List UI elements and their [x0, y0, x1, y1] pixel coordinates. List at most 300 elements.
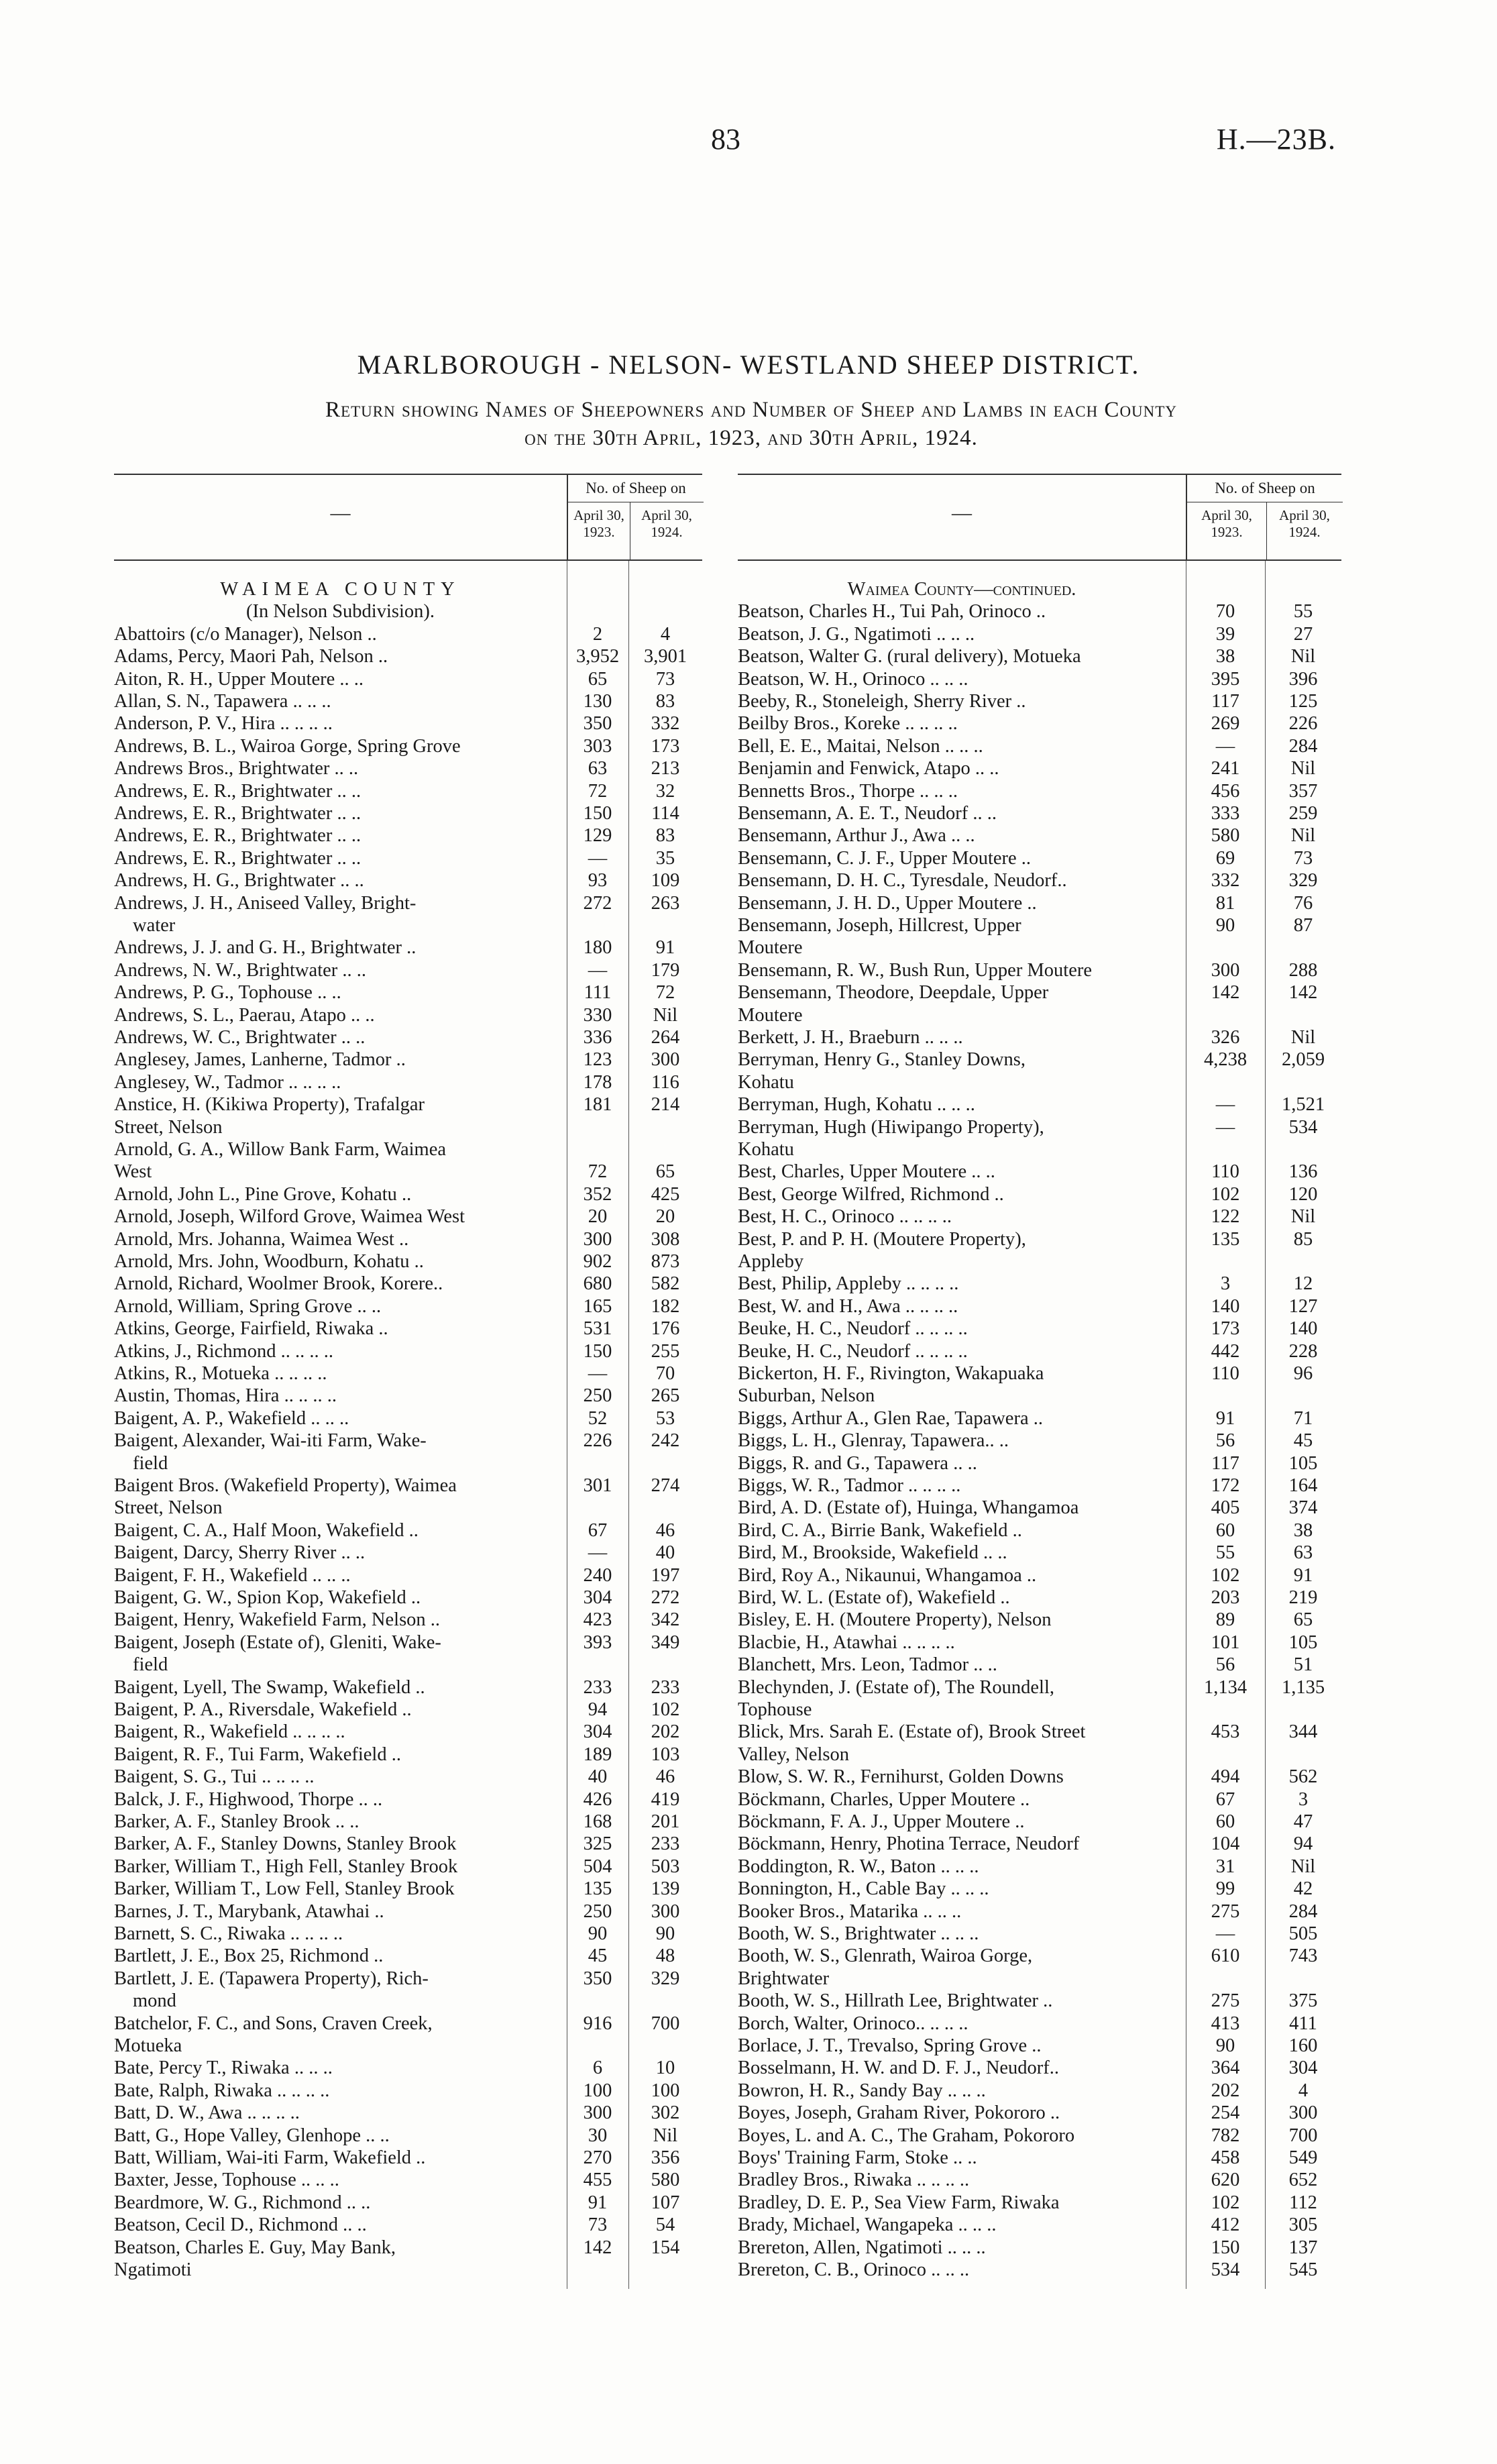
owner-name: Berryman, Henry G., Stanley Downs,: [738, 1050, 1026, 1071]
sheep-1923: 504: [583, 1856, 612, 1877]
table-row: [738, 1207, 1341, 1229]
sheep-1924: 91: [1293, 1564, 1313, 1586]
sheep-1924: 534: [1288, 1116, 1318, 1138]
sheep-1924: 226: [1288, 713, 1318, 735]
table-row: [738, 1274, 1341, 1296]
sheep-1924: 179: [651, 959, 680, 981]
sheep-1923: 140: [1211, 1295, 1240, 1317]
owner-name: Bradley Bros., Riwaka .. .. .. ..: [738, 2170, 970, 2191]
sheep-1923: 93: [588, 870, 608, 892]
owner-name: Beilby Bros., Koreke .. .. .. ..: [738, 714, 958, 735]
sheep-1924: 102: [651, 1699, 680, 1720]
owner-name: Bell, E. E., Maitai, Nelson .. .. ..: [738, 736, 983, 757]
table-row: [738, 1521, 1341, 1543]
table-row: [114, 1946, 702, 1968]
sheep-1924: 1,135: [1281, 1676, 1325, 1698]
sheep-1924: 700: [1288, 2125, 1318, 2146]
left-table-body: [114, 561, 711, 2289]
sheep-1923: 117: [1211, 691, 1239, 712]
sheep-1924: Nil: [653, 1004, 678, 1026]
owner-name: Bickerton, H. F., Rivington, Wakapuaka: [738, 1364, 1044, 1384]
owner-name: Ngatimoti: [114, 2260, 192, 2280]
owner-name: Bisley, E. H. (Moutere Property), Nelson: [738, 1610, 1052, 1631]
owner-name: Andrews, E. R., Brightwater .. ..: [114, 848, 362, 869]
owner-name: Biggs, L. H., Glenray, Tapawera.. ..: [738, 1431, 1009, 1452]
left-table-header: [114, 474, 702, 561]
owner-name: Batt, D. W., Awa .. .. .. ..: [114, 2103, 300, 2124]
sheep-1923: 56: [1215, 1430, 1235, 1452]
sheep-1924: 46: [655, 1519, 675, 1541]
table-row: [738, 669, 1341, 692]
owner-name: Bird, Roy A., Nikaunui, Whangamoa ..: [738, 1565, 1037, 1586]
table-row: [738, 1454, 1341, 1476]
sheep-1923: 63: [588, 758, 608, 780]
sheep-1924: 73: [655, 668, 675, 690]
table-row: [114, 938, 702, 960]
document-subtitle: [114, 396, 1388, 452]
table-row: [114, 1902, 702, 1924]
sheep-1923: 610: [1211, 1945, 1240, 1967]
sheep-1923: —: [588, 847, 608, 869]
table-row: [738, 2058, 1341, 2080]
table-row: [738, 1140, 1341, 1162]
owner-name: Benjamin and Fenwick, Atapo .. ..: [738, 759, 999, 780]
sheep-1924: 545: [1288, 2259, 1318, 2280]
sheep-1923: 73: [588, 2214, 608, 2236]
sheep-1923: 250: [583, 1385, 612, 1407]
sheep-1923: 531: [583, 1318, 612, 1340]
table-row: [738, 1588, 1341, 1610]
table-row: [738, 938, 1341, 960]
sheep-1923: 456: [1211, 780, 1240, 802]
owner-name: Baigent, Darcy, Sherry River .. ..: [114, 1543, 366, 1564]
table-row: [738, 983, 1341, 1005]
sheep-1924: Nil: [1290, 1856, 1316, 1877]
table-row: [738, 1879, 1341, 1901]
sheep-1924: 288: [1288, 959, 1318, 981]
sheep-1924: 259: [1288, 803, 1318, 824]
sheep-1924: 375: [1288, 1990, 1318, 2012]
table-row: [738, 1230, 1341, 1252]
sheep-1923: 534: [1211, 2259, 1240, 2280]
header-group-label: No. of Sheep on: [568, 475, 704, 502]
sheep-1924: 213: [651, 758, 680, 780]
owner-name: Beatson, J. G., Ngatimoti .. .. ..: [738, 624, 975, 645]
sheep-1924: 4: [660, 623, 671, 645]
table-row: [114, 1297, 702, 1319]
owner-name: Andrews, B. L., Wairoa Gorge, Spring Grove: [114, 736, 461, 757]
sheep-1923: 300: [583, 1228, 612, 1250]
owner-name: Beardmore, W. G., Richmond .. ..: [114, 2192, 371, 2213]
sheep-1924: 201: [651, 1811, 680, 1832]
table-row: [114, 1722, 702, 1744]
sheep-1924: 233: [651, 1833, 680, 1855]
table-row: [114, 983, 702, 1005]
owner-name: Anstice, H. (Kikiwa Property), Trafalgar: [114, 1095, 425, 1116]
header-group-label: No. of Sheep on: [1187, 475, 1343, 502]
sheep-1924: 214: [651, 1094, 680, 1116]
sheep-1923: 38: [1215, 646, 1235, 667]
owner-name: Boyes, L. and A. C., The Graham, Pokororo: [738, 2125, 1075, 2146]
owner-name: Allan, S. N., Tapawera .. .. ..: [114, 692, 331, 712]
sheep-1923: 453: [1211, 1721, 1240, 1743]
sheep-1923: 104: [1211, 1833, 1240, 1855]
table-row: [114, 826, 702, 848]
sheep-1924: 300: [651, 1900, 680, 1922]
owner-name: Bate, Percy T., Riwaka .. .. ..: [114, 2058, 333, 2079]
owner-name: Baigent Bros. (Wakefield Property), Waimea: [114, 1476, 457, 1496]
owner-name: Bartlett, J. E. (Tapawera Property), Rich-: [114, 1968, 429, 1989]
table-row: [738, 1185, 1341, 1207]
table-row: [738, 916, 1341, 938]
owner-name: Berkett, J. H., Braeburn .. .. ..: [738, 1028, 963, 1048]
sheep-1923: 89: [1215, 1609, 1235, 1631]
sheep-1923: 69: [1215, 847, 1235, 869]
sheep-1924: 3,901: [643, 646, 687, 667]
table-row: [738, 1409, 1341, 1431]
owner-name: Kohatu: [738, 1140, 794, 1160]
owner-name: Blick, Mrs. Sarah E. (Estate of), Brook Street: [738, 1722, 1086, 1743]
owner-name: Bensemann, Theodore, Deepdale, Upper: [738, 983, 1049, 1004]
sheep-1924: 100: [651, 2080, 680, 2101]
table-row: [738, 647, 1341, 669]
sheep-1923: —: [588, 959, 608, 981]
owner-name: Andrews, J. H., Aniseed Valley, Bright-: [114, 893, 417, 914]
sheep-1924: 173: [651, 735, 680, 757]
table-row: [738, 2260, 1341, 2282]
sheep-1923: 203: [1211, 1587, 1240, 1608]
sheep-1923: 72: [588, 1161, 608, 1183]
sheep-1924: 503: [651, 1856, 680, 1877]
table-row: [114, 625, 702, 647]
sheep-1924: 116: [651, 1071, 679, 1093]
table-row: [114, 1812, 702, 1834]
sheep-1924: 264: [651, 1027, 680, 1048]
table-row: [114, 1095, 702, 1117]
table-row: [114, 669, 702, 692]
sheep-1924: 176: [651, 1318, 680, 1340]
sheep-1924: 85: [1293, 1228, 1313, 1250]
owner-name: Biggs, W. R., Tadmor .. .. .. ..: [738, 1476, 961, 1496]
owner-name: Anglesey, James, Lanherne, Tadmor ..: [114, 1050, 406, 1071]
owner-name: Beeby, R., Stoneleigh, Sherry River ..: [738, 692, 1026, 712]
owner-name: Barker, William T., Low Fell, Stanley Brook: [114, 1879, 455, 1900]
table-row: [114, 1610, 702, 1632]
sheep-1923: 3,952: [575, 646, 620, 667]
owner-name: Arnold, William, Spring Grove .. ..: [114, 1296, 382, 1317]
table-row: [738, 737, 1341, 759]
sheep-1924: 562: [1288, 1766, 1318, 1788]
owner-name: Andrews, H. G., Brightwater .. ..: [114, 871, 364, 892]
table-row: [738, 849, 1341, 871]
owner-name: Bensemann, J. H. D., Upper Moutere ..: [738, 893, 1037, 914]
owner-name: mond: [133, 1991, 176, 2012]
sheep-1923: 352: [583, 1183, 612, 1205]
sheep-1923: 117: [1211, 1452, 1239, 1474]
owner-name: Beatson, W. H., Orinoco .. .. ..: [738, 669, 968, 690]
sheep-1924: 154: [651, 2237, 680, 2258]
owner-name: Arnold, G. A., Willow Bank Farm, Waimea: [114, 1140, 446, 1160]
table-row: [738, 1006, 1341, 1028]
sheep-1923: 52: [588, 1407, 608, 1429]
table-row: [114, 2170, 702, 2192]
sheep-1924: 46: [655, 1766, 675, 1788]
owner-name: Biggs, R. and G., Tapawera .. ..: [738, 1453, 977, 1474]
sheep-1923: 20: [588, 1206, 608, 1228]
owner-name: Berryman, Hugh, Kohatu .. .. ..: [738, 1095, 975, 1116]
table-row: [114, 2014, 702, 2036]
sheep-1923: 81: [1215, 892, 1235, 914]
left-table: [114, 474, 711, 2289]
owner-name: Baigent, P. A., Riversdale, Wakefield ..: [114, 1700, 412, 1720]
table-row: [738, 804, 1341, 826]
sheep-1924: 38: [1293, 1519, 1313, 1541]
owner-name: Bird, A. D. (Estate of), Huinga, Whangamoa: [738, 1498, 1079, 1519]
sheep-1924: 51: [1293, 1654, 1313, 1676]
sheep-1924: 302: [651, 2102, 680, 2124]
owner-name: Bennetts Bros., Thorpe .. .. ..: [738, 781, 958, 802]
table-row: [738, 1431, 1341, 1453]
sheep-1924: Nil: [1290, 825, 1316, 847]
table-row: [114, 1162, 702, 1184]
document-title: MARLBOROUGH - NELSON- WESTLAND SHEEP DISTRICT.: [357, 350, 1140, 380]
table-row: [114, 1342, 702, 1364]
owner-name: Arnold, Joseph, Wilford Grove, Waimea West: [114, 1207, 465, 1228]
sheep-1923: 30: [588, 2125, 608, 2146]
right-table: [738, 474, 1341, 2289]
sheep-1924: 107: [651, 2192, 680, 2213]
sheep-1924: 580: [651, 2170, 680, 2191]
sheep-1923: 90: [588, 1923, 608, 1944]
header-col-1924: April 30, 1924.: [1279, 507, 1330, 540]
right-table-body: [738, 561, 1341, 2289]
subtitle-line-2: on the 30th April, 1923, and 30th April, 1924.: [524, 426, 978, 450]
owner-name: Bensemann, Arthur J., Awa .. ..: [738, 826, 975, 847]
table-row: [114, 2260, 702, 2282]
header-col-1924: April 30, 1924.: [641, 507, 692, 540]
owner-name: Bensemann, A. E. T., Neudorf .. ..: [738, 804, 997, 824]
owner-name: Brady, Michael, Wangapeka .. .. ..: [738, 2215, 997, 2236]
sheep-1924: 140: [1288, 1318, 1318, 1340]
table-row: [114, 2058, 702, 2080]
sheep-1923: 39: [1215, 623, 1235, 645]
table-row: [738, 1969, 1341, 1991]
sheep-1923: 60: [1215, 1811, 1235, 1832]
owner-name: Suburban, Nelson: [738, 1386, 875, 1407]
table-row: [114, 1521, 702, 1543]
sheep-1924: 105: [1288, 1631, 1318, 1653]
owner-name: Andrews, J. J. and G. H., Brightwater ..: [114, 938, 417, 959]
owner-name: Anderson, P. V., Hira .. .. .. ..: [114, 714, 333, 735]
page-code: H.—23B.: [1216, 123, 1336, 156]
table-row: [114, 714, 702, 736]
sheep-1924: 42: [1293, 1878, 1313, 1900]
owner-name: Blow, S. W. R., Fernihurst, Golden Downs: [738, 1767, 1064, 1788]
owner-name: Moutere: [738, 1005, 803, 1026]
sheep-1924: 873: [651, 1251, 680, 1272]
table-row: [114, 1543, 702, 1565]
table-row: [114, 1924, 702, 1946]
owner-name: Barker, A. F., Stanley Brook .. ..: [114, 1812, 359, 1832]
sheep-1924: 76: [1293, 892, 1313, 914]
sheep-1923: 135: [583, 1878, 612, 1900]
sheep-1923: 150: [583, 803, 612, 824]
sheep-1923: 67: [1215, 1788, 1235, 1810]
owner-name: Kohatu: [738, 1072, 794, 1093]
owner-name: Street, Nelson: [114, 1117, 223, 1138]
owner-name: Beatson, Charles E. Guy, May Bank,: [114, 2237, 396, 2258]
table-row: [738, 2215, 1341, 2237]
sheep-1924: 342: [651, 1609, 680, 1631]
sheep-1923: 405: [1211, 1497, 1240, 1519]
sheep-1924: 91: [655, 937, 675, 959]
sheep-1924: 284: [1288, 735, 1318, 757]
sheep-1924: 94: [1293, 1833, 1313, 1855]
owner-name: Baigent, S. G., Tui .. .. .. ..: [114, 1767, 315, 1788]
sheep-1923: 40: [588, 1766, 608, 1788]
owner-name: Abattoirs (c/o Manager), Nelson ..: [114, 624, 377, 645]
sheep-1923: 65: [588, 668, 608, 690]
sheep-1923: 123: [583, 1049, 612, 1071]
owner-name: Baigent, Joseph (Estate of), Gleniti, Wake-: [114, 1632, 441, 1653]
owner-name: Blechynden, J. (Estate of), The Roundell,: [738, 1677, 1054, 1698]
owner-name: Baigent, Alexander, Wai-iti Farm, Wake-: [114, 1431, 427, 1452]
table-row: [738, 1297, 1341, 1319]
sheep-1924: 96: [1293, 1363, 1313, 1384]
table-row: [114, 1431, 702, 1453]
table-row: [114, 1745, 702, 1767]
sheep-1924: 263: [651, 892, 680, 914]
sheep-1924: 505: [1288, 1923, 1318, 1944]
sheep-1924: 284: [1288, 1900, 1318, 1922]
owner-name: Arnold, John L., Pine Grove, Kohatu ..: [114, 1184, 412, 1205]
owner-name: Blacbie, H., Atawhai .. .. .. ..: [738, 1632, 955, 1653]
owner-name: Bensemann, D. H. C., Tyresdale, Neudorf..: [738, 871, 1067, 892]
table-row: [114, 1588, 702, 1610]
table-row: [738, 1095, 1341, 1117]
owner-name: Borch, Walter, Orinoco.. .. .. ..: [738, 2013, 968, 2034]
sheep-1924: 73: [1293, 847, 1313, 869]
sheep-1923: —: [1215, 735, 1235, 757]
owner-name: Bensemann, R. W., Bush Run, Upper Moutere: [738, 960, 1093, 981]
table-row: [114, 2148, 702, 2170]
owner-name: Boddington, R. W., Baton .. .. ..: [738, 1856, 979, 1877]
owner-name: Barker, A. F., Stanley Downs, Stanley Brook: [114, 1834, 457, 1855]
sheep-1924: 3: [1298, 1788, 1309, 1810]
sheep-1924: 87: [1293, 915, 1313, 936]
sheep-1923: 90: [1215, 2035, 1235, 2056]
table-row: [738, 1700, 1341, 1722]
owner-name: Borlace, J. T., Trevalso, Spring Grove ..: [738, 2036, 1042, 2056]
sheep-1924: 109: [651, 870, 680, 892]
table-row: [114, 871, 702, 893]
sheep-1924: 233: [651, 1676, 680, 1698]
sheep-1924: 71: [1293, 1407, 1313, 1429]
sheep-1923: 31: [1215, 1856, 1235, 1877]
sheep-1924: 272: [651, 1587, 680, 1608]
sheep-1923: 130: [583, 691, 612, 712]
table-row: [738, 1118, 1341, 1140]
table-row: [114, 782, 702, 804]
table-row: [114, 1476, 702, 1498]
sheep-1924: 357: [1288, 780, 1318, 802]
sheep-1923: 178: [583, 1071, 612, 1093]
sheep-1923: 426: [583, 1788, 612, 1810]
owner-name: Andrews Bros., Brightwater .. ..: [114, 759, 359, 780]
sheep-1923: 70: [1215, 601, 1235, 623]
table-row: [114, 2036, 702, 2058]
sheep-1923: 393: [583, 1631, 612, 1653]
table-row: [738, 1655, 1341, 1677]
owner-name: Batt, William, Wai-iti Farm, Wakefield ..: [114, 2148, 426, 2168]
header-sheep-group: [567, 475, 704, 559]
owner-name: West: [114, 1162, 152, 1183]
sheep-1923: 94: [588, 1699, 608, 1720]
table-row: [114, 1386, 702, 1408]
table-row: [738, 2081, 1341, 2103]
table-row: [738, 714, 1341, 736]
sheep-1923: 102: [1211, 2192, 1240, 2213]
owner-name: Bird, C. A., Birrie Bank, Wakefield ..: [738, 1520, 1022, 1541]
sheep-1924: 1,521: [1281, 1094, 1325, 1116]
table-row: [738, 1162, 1341, 1184]
sheep-1924: 182: [651, 1295, 680, 1317]
owner-name: Baigent, G. W., Spion Kop, Wakefield ..: [114, 1588, 421, 1608]
table-row: [114, 1274, 702, 1296]
owner-name: Best, Philip, Appleby .. .. .. ..: [738, 1274, 959, 1295]
sheep-1923: 241: [1211, 758, 1240, 780]
table-row: [738, 1678, 1341, 1700]
owner-name: Bensemann, C. J. F., Upper Moutere ..: [738, 848, 1032, 869]
owner-name: Andrews, E. R., Brightwater .. ..: [114, 804, 362, 824]
table-row: [114, 1498, 702, 1520]
sheep-1923: 202: [1211, 2080, 1240, 2101]
sheep-1923: 101: [1211, 1631, 1240, 1653]
sheep-1923: 580: [1211, 825, 1240, 847]
table-row: [738, 1476, 1341, 1498]
sheep-1923: 111: [584, 982, 612, 1004]
sheep-1924: 582: [651, 1273, 680, 1295]
table-row: [114, 692, 702, 714]
sheep-1924: 54: [655, 2214, 675, 2236]
owner-name: Batchelor, F. C., and Sons, Craven Creek,: [114, 2013, 433, 2034]
owner-name: Andrews, S. L., Paerau, Atapo .. ..: [114, 1005, 375, 1026]
owner-name: Bartlett, J. E., Box 25, Richmond ..: [114, 1946, 384, 1967]
table-row: [738, 1386, 1341, 1408]
sheep-1923: 181: [583, 1094, 612, 1116]
sheep-1923: 330: [583, 1004, 612, 1026]
sheep-1924: 83: [655, 825, 675, 847]
owner-name: Beatson, Cecil D., Richmond .. ..: [114, 2215, 367, 2236]
owner-name: Bonnington, H., Cable Bay .. .. ..: [738, 1879, 989, 1900]
sheep-1923: 142: [1211, 982, 1240, 1004]
table-row: [114, 1834, 702, 1856]
sheep-1924: 103: [651, 1744, 680, 1765]
sheep-1923: 165: [583, 1295, 612, 1317]
owner-name: Beuke, H. C., Neudorf .. .. .. ..: [738, 1341, 968, 1362]
sheep-1923: 326: [1211, 1027, 1240, 1048]
sheep-1923: 275: [1211, 1900, 1240, 1922]
sheep-1924: 332: [651, 713, 680, 735]
sheep-1923: 2: [592, 623, 603, 645]
owner-name: Beatson, Walter G. (rural delivery), Motueka: [738, 647, 1081, 667]
owner-name: Boys' Training Farm, Stoke .. ..: [738, 2148, 977, 2168]
sheep-1923: 172: [1211, 1475, 1240, 1496]
table-row: [738, 1073, 1341, 1095]
table-row: [114, 1050, 702, 1072]
sheep-1924: 2,059: [1281, 1049, 1325, 1071]
sheep-1924: 45: [1293, 1430, 1313, 1452]
